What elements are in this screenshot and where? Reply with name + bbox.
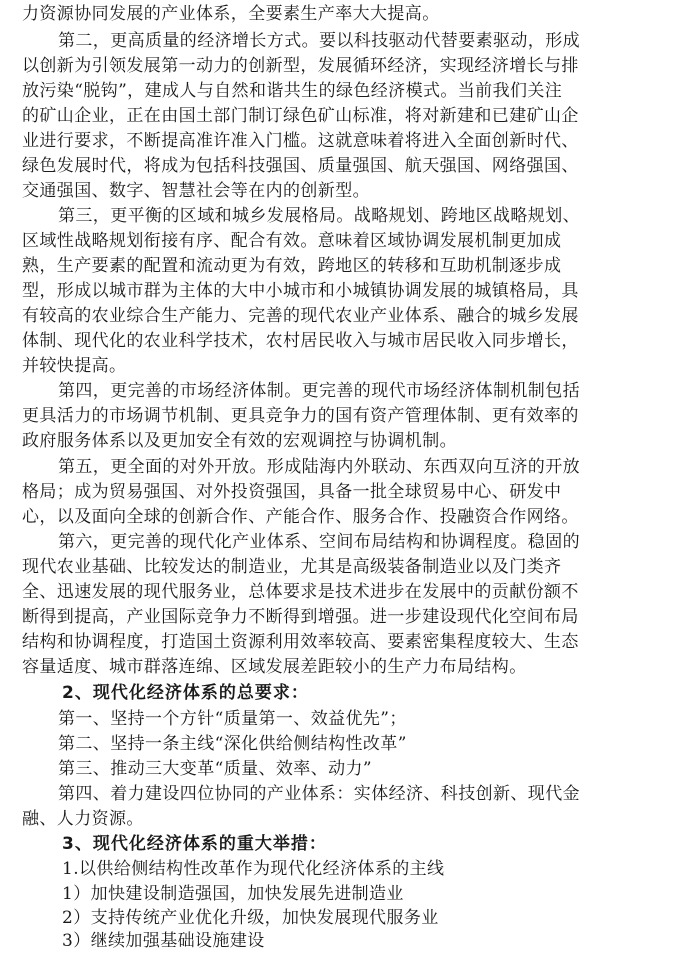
- section-heading: 3、现代化经济体系的重大举措：: [62, 834, 327, 854]
- text-line: 第六，更完善的现代化产业体系、空间布局结构和协调程度。稳固的: [58, 532, 580, 552]
- text-line: 的矿山企业，正在由国土部门制订绿色矿山标准，将对新建和已建矿山企: [22, 106, 579, 126]
- text-line: 熟，生产要素的配置和流动更为有效，跨地区的转移和互助机制逐步成: [22, 256, 562, 276]
- section-heading: 2、现代化经济体系的总要求：: [62, 683, 309, 703]
- text-line: 容量适度、城市群落连绵、区域发展差距较小的生产力布局结构。: [22, 657, 527, 677]
- text-line: 全、迅速发展的现代服务业，总体要求是技术进步在发展中的贡献份额不: [22, 582, 579, 602]
- text-line: 型，形成以城市群为主体的大中小城市和小城镇协调发展的城镇格局，具: [22, 281, 579, 301]
- text-line: 并较快提高。: [22, 356, 127, 376]
- text-line: 政府服务体系以及更加安全有效的宏观调控与协调机制。: [22, 431, 457, 451]
- text-line: 力资源协同发展的产业体系，全要素生产率大大提高。: [22, 4, 440, 24]
- text-line: 第三，更平衡的区域和城乡发展格局。战略规划、跨地区战略规划、: [58, 206, 580, 226]
- text-line: 更具活力的市场调节机制、更具竞争力的国有资产管理体制、更有效率的: [22, 406, 579, 426]
- list-item: 1）加快建设制造强国，加快发展先进制造业: [62, 884, 404, 904]
- text-line: 断得到提高，产业国际竞争力不断得到增强。进一步建设现代化空间布局: [22, 607, 579, 627]
- text-line: 现代农业基础、比较发达的制造业，尤其是高级装备制造业以及门类齐: [22, 557, 562, 577]
- text-line: 第三、推动三大变革“质量、效率、动力”: [58, 759, 372, 779]
- text-line: 区域性战略规划衔接有序、配合有效。意味着区域协调发展机制更加成: [22, 231, 562, 251]
- text-line: 结构和协调程度，打造国土资源利用效率较高、要素密集程度较大、生态: [22, 632, 579, 652]
- text-line: 第四、着力建设四位协同的产业体系：实体经济、科技创新、现代金: [58, 784, 580, 804]
- text-line: 绿色发展时代，将成为包括科技强国、质量强国、航天强国、网络强国、: [22, 156, 579, 176]
- text-line: 以创新为引领发展第一动力的创新型，发展循环经济，实现经济增长与排: [22, 56, 579, 76]
- list-item: 1.以供给侧结构性改革作为现代化经济体系的主线: [62, 859, 445, 879]
- text-line: 第五，更全面的对外开放。形成陆海内外联动、东西双向互济的开放: [58, 457, 580, 477]
- text-line: 心，以及面向全球的创新合作、产能合作、服务合作、投融资合作网络。: [22, 507, 579, 527]
- text-line: 格局；成为贸易强国、对外投资强国，具备一批全球贸易中心、研发中: [22, 482, 562, 502]
- text-line: 第一、坚持一个方针“质量第一、效益优先”；: [58, 709, 407, 729]
- text-line: 体制、现代化的农业科学技术，农村居民收入与城市居民收入同步增长，: [22, 331, 579, 351]
- list-item: 3）继续加强基础设施建设: [62, 931, 265, 951]
- text-line: 融、人力资源。: [22, 809, 144, 829]
- text-line: 业进行要求，不断提高准许准入门槛。这就意味着将进入全面创新时代、: [22, 131, 579, 151]
- text-line: 第二，更高质量的经济增长方式。要以科技驱动代替要素驱动，形成: [58, 31, 580, 51]
- text-line: 放污染“脱钩”，建成人与自然和谐共生的绿色经济模式。当前我们关注: [22, 81, 563, 101]
- text-line: 第二、坚持一条主线“深化供给侧结构性改革”: [58, 734, 407, 754]
- text-line: 交通强国、数字、智慧社会等在内的创新型。: [22, 181, 370, 201]
- text-line: 第四，更完善的市场经济体制。更完善的现代市场经济体制机制包括: [58, 381, 580, 401]
- text-line: 有较高的农业综合生产能力、完善的现代农业产业体系、融合的城乡发展: [22, 306, 579, 326]
- list-item: 2）支持传统产业优化升级，加快发展现代服务业: [62, 908, 439, 928]
